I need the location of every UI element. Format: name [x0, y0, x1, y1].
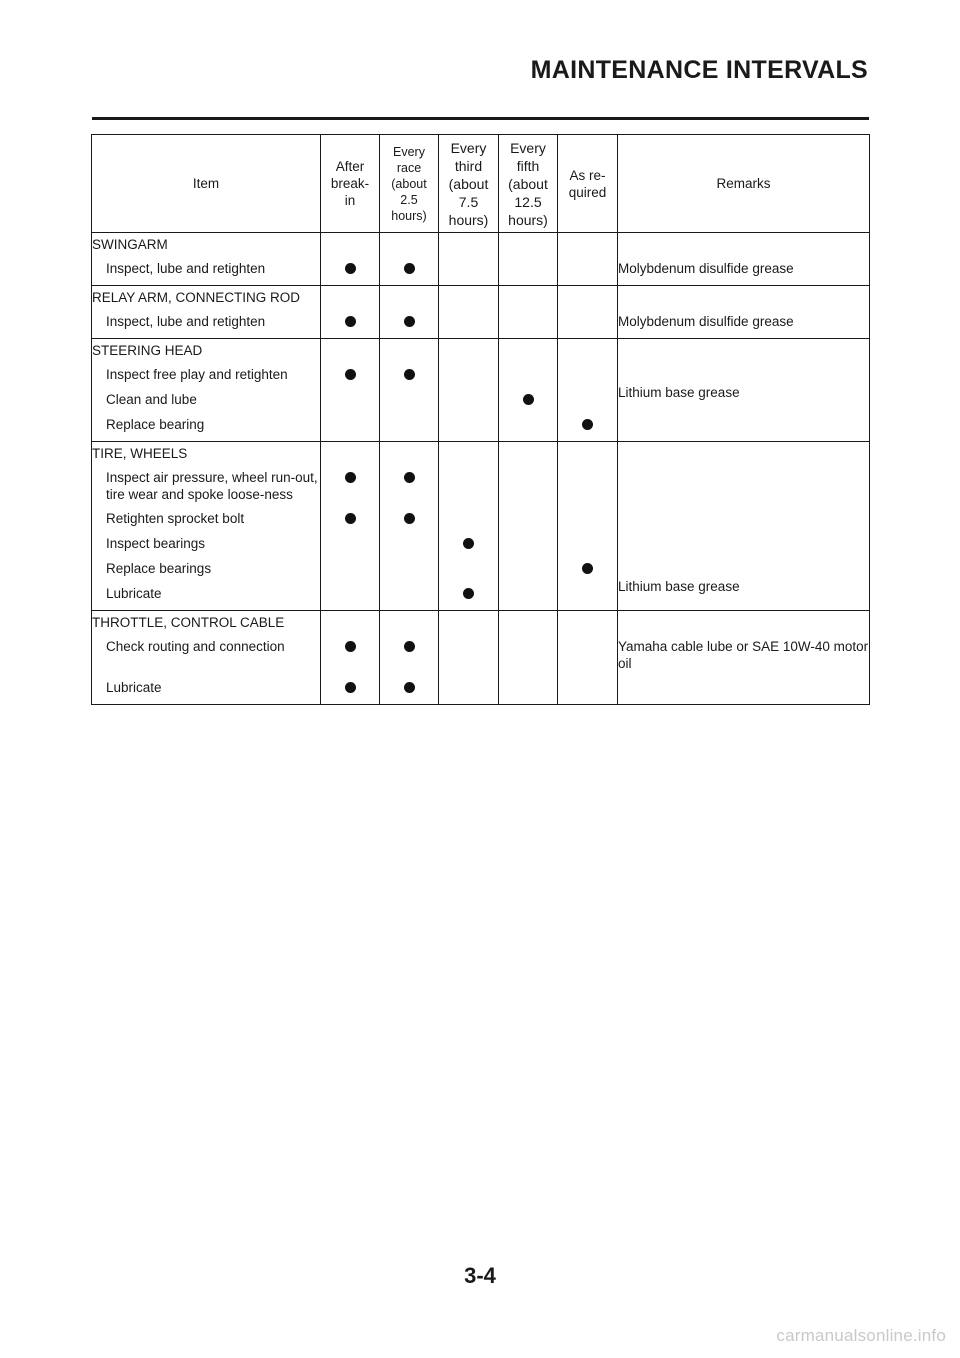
mark-cell-after-breakin	[321, 233, 380, 279]
table-row	[92, 672, 870, 697]
group-heading: STEERING HEAD	[92, 343, 203, 358]
remarks-cell: Molybdenum disulfide grease	[618, 233, 870, 279]
remarks-cell	[618, 672, 870, 697]
mark-cell-every-race	[380, 611, 439, 673]
remarks-cell: Yamaha cable lube or SAE 10W-40 motor oil	[618, 611, 870, 673]
page-title: MAINTENANCE INTERVALS	[530, 56, 868, 84]
spacer-cell	[439, 278, 499, 286]
maintenance-table	[91, 134, 870, 705]
mark-cell-every-race	[380, 578, 439, 603]
filled-circle-icon	[345, 263, 356, 274]
mark-cell-after-breakin	[321, 384, 380, 409]
filled-circle-icon	[404, 369, 415, 380]
spacer-cell	[380, 697, 439, 705]
filled-circle-icon	[404, 263, 415, 274]
spacer-cell	[380, 603, 439, 611]
remarks-cell	[618, 339, 870, 385]
spacer-cell	[321, 603, 380, 611]
filled-circle-icon	[582, 419, 593, 430]
group-spacer	[92, 278, 870, 286]
remarks-cell	[618, 503, 870, 528]
table-row	[92, 442, 870, 504]
task-label: Inspect, lube and retighten	[106, 261, 266, 276]
remarks-cell: Lithium base grease	[618, 578, 870, 603]
remarks-cell	[618, 442, 870, 504]
item-cell	[92, 384, 321, 409]
spacer-cell	[92, 697, 321, 705]
mark-cell-every-race	[380, 233, 439, 279]
title-divider	[92, 117, 869, 120]
spacer-cell	[321, 278, 380, 286]
spacer-cell	[439, 331, 499, 339]
task-label: Inspect, lube and retighten	[106, 314, 266, 329]
task-label: Inspect air pressure, wheel run-out, tire wear and spoke loose-ness	[106, 470, 318, 502]
mark-cell-every-race	[380, 528, 439, 553]
mark-cell-every-fifth	[499, 339, 558, 385]
mark-cell-as-required	[558, 672, 618, 697]
spacer-cell	[499, 434, 558, 442]
spacer-cell	[618, 697, 870, 705]
spacer-cell	[439, 603, 499, 611]
group-heading: TIRE, WHEELS	[92, 446, 188, 461]
table-row	[92, 578, 870, 603]
mark-cell-every-fifth	[499, 672, 558, 697]
mark-cell-every-race	[380, 339, 439, 385]
spacer-cell	[499, 603, 558, 611]
task-label: Clean and lube	[106, 392, 197, 407]
spacer-cell	[321, 331, 380, 339]
spacer-cell	[92, 603, 321, 611]
filled-circle-icon	[404, 682, 415, 693]
header-every-third: Every third (about 7.5 hours)	[439, 135, 499, 233]
task-label: Replace bearing	[106, 417, 205, 432]
item-cell	[92, 339, 321, 385]
mark-cell-every-third	[439, 339, 499, 385]
header-every-fifth: Every fifth (about 12.5 hours)	[499, 135, 558, 233]
mark-cell-every-race	[380, 286, 439, 332]
spacer-cell	[380, 278, 439, 286]
item-cell	[92, 578, 321, 603]
spacer-cell	[321, 434, 380, 442]
mark-cell-after-breakin	[321, 528, 380, 553]
remarks-cell	[618, 409, 870, 434]
spacer-cell	[380, 434, 439, 442]
filled-circle-icon	[463, 538, 474, 549]
filled-circle-icon	[345, 682, 356, 693]
mark-cell-every-fifth	[499, 384, 558, 409]
mark-cell-every-fifth	[499, 578, 558, 603]
task-label: Inspect bearings	[106, 536, 206, 551]
spacer-cell	[499, 331, 558, 339]
spacer-cell	[618, 278, 870, 286]
spacer-cell	[380, 331, 439, 339]
group-spacer	[92, 331, 870, 339]
spacer-cell	[92, 434, 321, 442]
table-row	[92, 528, 870, 553]
mark-cell-as-required	[558, 578, 618, 603]
filled-circle-icon	[523, 394, 534, 405]
mark-cell-as-required	[558, 339, 618, 385]
filled-circle-icon	[345, 641, 356, 652]
mark-cell-every-fifth	[499, 528, 558, 553]
spacer-cell	[321, 697, 380, 705]
spacer-cell	[92, 331, 321, 339]
item-cell	[92, 233, 321, 279]
table-row	[92, 611, 870, 673]
group-spacer	[92, 697, 870, 705]
item-cell	[92, 286, 321, 332]
mark-cell-every-race	[380, 384, 439, 409]
filled-circle-icon	[345, 472, 356, 483]
task-label: Replace bearings	[106, 561, 212, 576]
spacer-cell	[499, 697, 558, 705]
mark-cell-every-third	[439, 672, 499, 697]
group-spacer	[92, 434, 870, 442]
filled-circle-icon	[404, 316, 415, 327]
spacer-cell	[439, 434, 499, 442]
table-row	[92, 384, 870, 409]
mark-cell-as-required	[558, 384, 618, 409]
mark-cell-as-required	[558, 409, 618, 434]
mark-cell-after-breakin	[321, 442, 380, 504]
mark-cell-every-fifth	[499, 503, 558, 528]
spacer-cell	[618, 331, 870, 339]
group-heading: SWINGARM	[92, 237, 168, 252]
mark-cell-every-third	[439, 503, 499, 528]
item-cell	[92, 442, 321, 504]
spacer-cell	[558, 603, 618, 611]
filled-circle-icon	[345, 316, 356, 327]
filled-circle-icon	[404, 472, 415, 483]
remarks-cell	[618, 528, 870, 553]
watermark: carmanualsonline.info	[776, 1326, 946, 1345]
mark-cell-after-breakin	[321, 578, 380, 603]
filled-circle-icon	[404, 513, 415, 524]
mark-cell-every-third	[439, 442, 499, 504]
mark-cell-every-fifth	[499, 286, 558, 332]
mark-cell-every-race	[380, 553, 439, 578]
table-row	[92, 409, 870, 434]
remarks-cell: Lithium base grease	[618, 384, 870, 409]
spacer-cell	[618, 434, 870, 442]
mark-cell-every-fifth	[499, 233, 558, 279]
task-label: Lubricate	[106, 680, 162, 695]
task-label: Lubricate	[106, 586, 162, 601]
spacer-cell	[558, 278, 618, 286]
mark-cell-after-breakin	[321, 672, 380, 697]
header-item: Item	[92, 135, 321, 233]
mark-cell-every-third	[439, 286, 499, 332]
mark-cell-after-breakin	[321, 286, 380, 332]
group-spacer	[92, 603, 870, 611]
header-remarks: Remarks	[618, 135, 870, 233]
spacer-cell	[558, 697, 618, 705]
mark-cell-after-breakin	[321, 611, 380, 673]
item-cell	[92, 611, 321, 673]
filled-circle-icon	[582, 563, 593, 574]
table-row	[92, 553, 870, 578]
header-after-breakin: After break- in	[321, 135, 380, 233]
mark-cell-every-fifth	[499, 553, 558, 578]
mark-cell-as-required	[558, 611, 618, 673]
table-row	[92, 286, 870, 332]
mark-cell-as-required	[558, 286, 618, 332]
filled-circle-icon	[404, 641, 415, 652]
mark-cell-every-race	[380, 503, 439, 528]
task-label: Check routing and connection	[106, 639, 285, 654]
item-cell	[92, 672, 321, 697]
mark-cell-every-third	[439, 409, 499, 434]
table-row	[92, 233, 870, 279]
mark-cell-every-fifth	[499, 442, 558, 504]
mark-cell-after-breakin	[321, 503, 380, 528]
spacer-cell	[92, 278, 321, 286]
mark-cell-as-required	[558, 503, 618, 528]
header-every-race: Every race (about 2.5 hours)	[380, 135, 439, 233]
spacer-cell	[558, 434, 618, 442]
mark-cell-after-breakin	[321, 339, 380, 385]
mark-cell-after-breakin	[321, 553, 380, 578]
task-label: Inspect free play and retighten	[106, 367, 288, 382]
mark-cell-as-required	[558, 442, 618, 504]
item-cell	[92, 528, 321, 553]
table-row	[92, 503, 870, 528]
group-heading: THROTTLE, CONTROL CABLE	[92, 615, 285, 630]
task-label: Retighten sprocket bolt	[106, 511, 245, 526]
item-cell	[92, 409, 321, 434]
mark-cell-every-race	[380, 409, 439, 434]
table-header-row	[92, 135, 870, 233]
mark-cell-every-third	[439, 578, 499, 603]
mark-cell-as-required	[558, 528, 618, 553]
mark-cell-every-race	[380, 672, 439, 697]
mark-cell-after-breakin	[321, 409, 380, 434]
mark-cell-as-required	[558, 553, 618, 578]
spacer-cell	[618, 603, 870, 611]
group-heading: RELAY ARM, CONNECTING ROD	[92, 290, 301, 305]
filled-circle-icon	[345, 369, 356, 380]
remarks-cell	[618, 553, 870, 578]
spacer-cell	[558, 331, 618, 339]
filled-circle-icon	[463, 588, 474, 599]
mark-cell-every-race	[380, 442, 439, 504]
table-row	[92, 339, 870, 385]
item-cell	[92, 553, 321, 578]
page-number: 3-4	[464, 1263, 496, 1288]
item-cell	[92, 503, 321, 528]
mark-cell-every-fifth	[499, 611, 558, 673]
mark-cell-as-required	[558, 233, 618, 279]
filled-circle-icon	[345, 513, 356, 524]
spacer-cell	[499, 278, 558, 286]
mark-cell-every-third	[439, 553, 499, 578]
mark-cell-every-fifth	[499, 409, 558, 434]
mark-cell-every-third	[439, 528, 499, 553]
mark-cell-every-third	[439, 384, 499, 409]
mark-cell-every-third	[439, 233, 499, 279]
spacer-cell	[439, 697, 499, 705]
header-as-required: As re- quired	[558, 135, 618, 233]
remarks-cell: Molybdenum disulfide grease	[618, 286, 870, 332]
mark-cell-every-third	[439, 611, 499, 673]
